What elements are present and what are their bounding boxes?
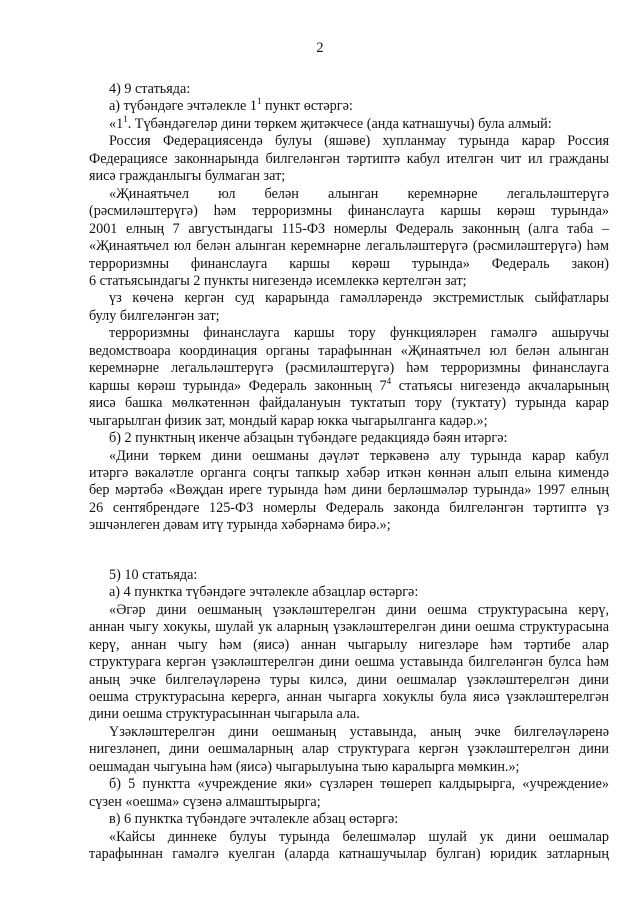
text-line: 5) 10 статьяда: [109, 566, 198, 583]
text-line: каршы көрәш турында» Федераль законның $7^4$ статьясы нигезендә акчаларының [89, 375, 609, 394]
text-line: аннан чыгу хокукы, шулай ук аларның үзәкләштерелгән дини оешма структурасына [89, 619, 609, 636]
text-line: терроризмны финанслауга каршы көрәш турында» Федераль закон) [89, 255, 609, 272]
text-line: тарафыннан гамәлгә куелган (аларда катнашучылар булган) юридик затларның [89, 846, 609, 863]
text-line: оешма структурасына керергә, аннан чыгарга хокуклы була яисә үзәкләштерелгән [89, 688, 609, 705]
text-line: үз көченә кергән суд карарында гамәлләрендә экстремистлык сыйфатлары [109, 290, 609, 307]
text-line: Россия Федерациясендә булуы (яшәве) хупланмау турында карар Россия [109, 133, 609, 150]
text-line: в) 6 пунктка түбәндәге эчтәлекле абзац өстәргә: [109, 811, 399, 828]
text-line: эшчәнлеген дәвам итү турында хәбәрнамә бирә.»; [89, 517, 391, 534]
text-line: структурага кергән үзәкләштерелгән дини оешма уставында билгеләнгән булса һәм [89, 654, 609, 671]
text-line: терроризмны финанслауга каршы тору функцияләрен гамәлгә ашыручы [109, 325, 609, 342]
text-line: «Җинаятьчел юл белән алынган керемнәрне легальләштерүгә (рәсмиләштерүгә) һәм [89, 238, 609, 255]
text-line: а) 4 пунктка түбәндәге эчтәлекле абзацлар өстәргә: [109, 584, 419, 601]
document-body [89, 81, 609, 863]
text-line: аның эчке билгеләүләренә туры килсә, дини оешмалар үзәкләштерелгән дини [89, 671, 609, 688]
text-line: дини оешма структурасыннан чыгарыла ала. [89, 706, 360, 723]
text-line: бер мәртәбә «Вөҗдан иреге турында һәм дини берләшмәләр турында» 1997 елның [89, 482, 609, 499]
text-line: яисә гражданлыгы булмаган зат; [89, 168, 286, 185]
text-line: сүзен «оешма» сүзенә алмаштырырга; [89, 793, 321, 810]
text-line: б) 5 пунктта «учреждение яки» сүзләрен төшереп калдырырга, «учреждение» [109, 776, 609, 793]
text-line: 6 статьясындагы 2 пункты нигезендә исемлеккә кертелгән зат; [89, 272, 467, 289]
text-line: 2001 елның 7 августындагы 115-ФЗ номерлы Федераль законның (алга таба – [89, 220, 609, 237]
text-line: чыгарылган физик зат, мондый карар юкка чыгарылганга кадәр.»; [89, 412, 488, 429]
paragraph-gap [89, 535, 609, 567]
text-line: ведомствоара координация органы тарафыннан «Җинаятьчел юл белән алынган [89, 342, 609, 359]
text-line: «Әгәр дини оешманың үзәкләштерелгән дини оешма структурасына керү, [109, 601, 609, 618]
text-line: «Дини төркем дини оешманы дәүләт теркәвенә алу турында карар кабул [109, 447, 609, 464]
text-line: б) 2 пунктның икенче абзацын түбәндәге редакциядә бәян итәргә: [109, 430, 508, 447]
text-line: итәргә вәкаләтле органга соңгы тапкыр хәбәр иткән көннән алып елына кимендә [89, 464, 609, 481]
text-line: (рәсмиләштерүгә) һәм терроризмны финанслауга каршы көрәш турында» [89, 203, 609, 220]
text-line: нигезләнеп, дини оешмаларның алар структурага кергән үзәкләштерелгән дини [89, 741, 609, 758]
text-line: 26 сентябрендәге 125-ФЗ номерлы Федераль законда билгеләнгән тәртиптә үз [89, 499, 609, 516]
page-number: 2 [316, 40, 324, 56]
text-line: керемнәрне легальләштерүгә (рәсмиләштерүгә) һәм терроризмны финанслауга [89, 360, 609, 377]
text-line: «Җинаятьчел юл белән алынган керемнәрне легальләштерүгә [109, 185, 609, 202]
text-line: 4) 9 статьяда: [109, 81, 191, 97]
text-line: керү, аннан чыгу һәм (яисә) аннан чыгарылу нигезләре һәм тәртибе алар [89, 636, 609, 653]
text-line: оешмадан чыгуына һәм (яисә) чыгарылуына тыю каралырга мөмкин.»; [89, 758, 520, 775]
text-line: Үзәкләштерелгән дини оешманың уставында, аның эчке билгеләүләренә [109, 723, 609, 740]
text-line: Федерациясе законнарында билгеләнгән тәртиптә кабул ителгән чит ил гражданы [89, 150, 609, 167]
text-line: яисә башка мөлкәтеннән файдалануын туктатып тору (туктату) турында карар [89, 395, 609, 412]
text-line: «$1^1$. Түбәндәгеләр дини төркем җитәкчесе (анда катнашучы) була алмый: [109, 113, 552, 132]
text-line: булу билгеләнгән зат; [89, 307, 220, 324]
text-line: а) түбәндәге эчтәлекле $1^1$ пункт өстәргә: [109, 96, 353, 115]
text-line: «Кайсы диннеке булуы турында белешмәләр шулай ук дини оешмалар [109, 828, 609, 845]
